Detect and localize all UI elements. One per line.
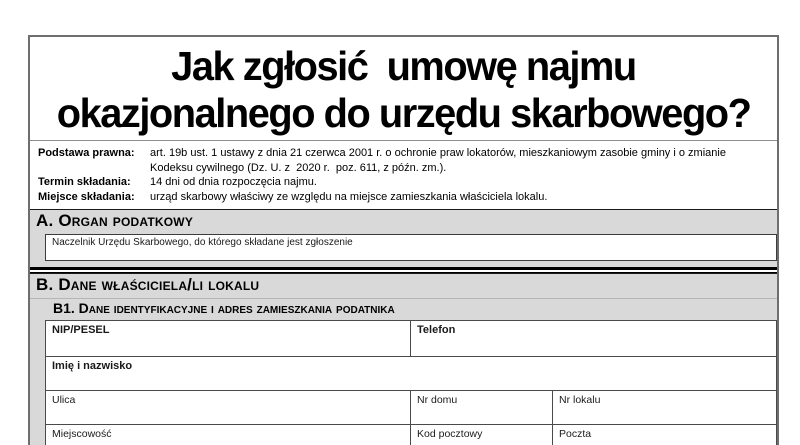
nip-pesel-field[interactable] [46,321,411,357]
section-a-body [30,234,777,267]
filing-deadline-row [38,175,769,190]
table-row [46,425,777,445]
nr-lokalu-field[interactable] [553,391,777,425]
telefon-field[interactable] [411,321,777,357]
section-a-header [30,209,777,234]
ulica-field[interactable] [46,391,411,425]
nr-domu-label: Nr domu [417,394,458,406]
taxpayer-fields-table [45,320,777,445]
tax-office-field[interactable] [45,234,777,261]
section-b-header [30,273,777,298]
nr-domu-field[interactable] [411,391,553,425]
section-b1-header [30,298,777,320]
ulica-label: Ulica [52,394,76,406]
imie-nazwisko-field[interactable] [46,357,777,391]
form-title [30,37,777,141]
kod-pocztowy-field[interactable] [411,425,553,445]
filing-place-row [38,190,769,205]
imie-nazwisko-label: Imię i nazwisko [52,360,133,372]
telefon-label: Telefon [417,324,456,336]
poczta-label: Poczta [559,428,592,440]
miejscowosc-label: Miejscowość [52,428,112,440]
table-row [46,391,777,425]
filing-deadline-value: 14 dni od dnia rozpoczęcia najmu. [150,176,317,188]
table-row [46,357,777,391]
filing-place-value: urząd skarbowy właściwy ze względu na miejsce zamieszkania właściciela lokalu. [150,190,548,203]
filing-deadline-label: Termin składania: [38,176,131,188]
form-title-line-1: Jak zgłosić umowę najmu [171,42,636,89]
legal-basis-label: Podstawa prawna: [38,147,135,159]
nr-lokalu-label: Nr lokalu [559,394,601,406]
section-b-heading: B. Dane właściciela/li lokalu [36,275,260,294]
poczta-field[interactable] [553,425,777,445]
section-b1-heading: B1. Dane identyfikacyjne i adres zamieszkania podatnika [53,300,395,316]
filing-place-label: Miejsce składania: [38,190,135,203]
legal-info-section [30,141,777,209]
miejscowosc-field[interactable] [46,425,411,445]
legal-basis-row [38,146,769,175]
legal-basis-value: art. 19b ust. 1 ustawy z dnia 21 czerwca 2001 r. o ochronie praw lokatorów, mieszkaniowym zasobie gminy i o zmianie Kodeksu cywilnego (Dz. U. z 2020 r. poz. 611, z późn. zm.). [150,147,730,174]
tax-office-field-label: Naczelnik Urzędu Skarbowego, do którego składane jest zgłoszenie [52,237,353,248]
form-title-line-2: okazjonalnego do urzędu skarbowego? [56,89,751,136]
section-b1-body [30,320,777,445]
form-document [28,35,779,445]
section-a-heading: A. Organ podatkowy [36,211,194,230]
nip-pesel-label: NIP/PESEL [52,324,110,336]
kod-pocztowy-label: Kod pocztowy [417,428,483,440]
table-row [46,321,777,357]
